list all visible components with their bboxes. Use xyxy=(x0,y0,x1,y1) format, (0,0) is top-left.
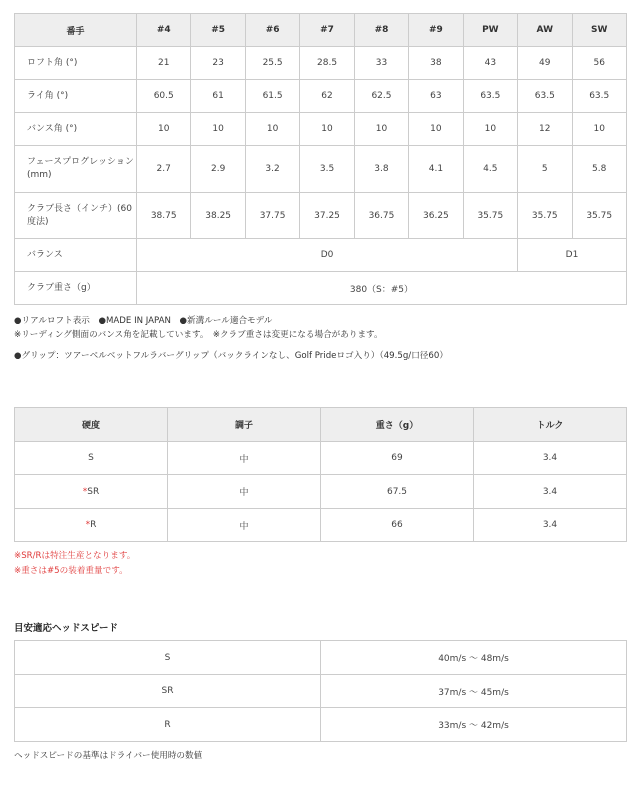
value-cell: 10 xyxy=(409,113,463,146)
value-cell: 56 xyxy=(572,47,626,80)
value-cell: 4.1 xyxy=(409,146,463,193)
value-cell: 36.25 xyxy=(409,193,463,239)
header-cell: トルク xyxy=(474,408,627,442)
value-cell: 37.75 xyxy=(245,193,299,239)
header-cell: #7 xyxy=(300,14,354,47)
weight-cell: 69 xyxy=(321,442,474,475)
balance-d1-cell: D1 xyxy=(518,239,627,272)
table-row xyxy=(15,509,627,542)
table-row xyxy=(15,146,627,193)
flex-cell: R xyxy=(15,708,321,742)
value-cell: 63.5 xyxy=(463,80,517,113)
special-order-mark: * xyxy=(82,486,88,497)
spec-table xyxy=(14,13,627,305)
value-cell: 10 xyxy=(354,113,408,146)
club-weight-cell: 380（S：#5） xyxy=(137,272,627,305)
header-cell: 重さ（g） xyxy=(321,408,474,442)
table-row xyxy=(15,113,627,146)
value-cell: 21 xyxy=(137,47,191,80)
table-row xyxy=(15,475,627,509)
row-label: ロフト角 (°) xyxy=(15,47,137,80)
header-cell: 硬度 xyxy=(15,408,168,442)
table-row xyxy=(15,442,627,475)
balance-row xyxy=(15,239,627,272)
spec-note-grip: ●グリップ：ツアーベルベットフルラバーグリップ（バックラインなし、Golf Prideロゴ入り）（49.5g/口径60） xyxy=(14,351,448,361)
row-label: フェースプログレッション (mm) xyxy=(15,146,137,193)
balance-d0-cell: D0 xyxy=(137,239,518,272)
torque-cell: 3.4 xyxy=(474,442,627,475)
flex-cell: S xyxy=(15,641,321,675)
head-speed-table xyxy=(14,640,627,742)
shaft-note-weight: ※重さは#5の装着重量です。 xyxy=(14,566,128,576)
table-row xyxy=(15,708,627,742)
value-cell: 61 xyxy=(191,80,245,113)
flex-cell xyxy=(15,442,168,475)
value-cell: 10 xyxy=(245,113,299,146)
speed-range-cell: 37m/s ～ 45m/s xyxy=(321,675,627,708)
value-cell: 35.75 xyxy=(572,193,626,239)
value-cell: 3.5 xyxy=(300,146,354,193)
value-cell: 62 xyxy=(300,80,354,113)
header-cell: SW xyxy=(572,14,626,47)
spec-header-row xyxy=(15,14,627,47)
flex-cell: SR xyxy=(15,675,321,708)
flex-label: S xyxy=(88,453,94,463)
header-cell: #5 xyxy=(191,14,245,47)
value-cell: 33 xyxy=(354,47,408,80)
shaft-note-special-order: ※SR/Rは特注生産となります。 xyxy=(14,551,136,561)
value-cell: 61.5 xyxy=(245,80,299,113)
value-cell: 60.5 xyxy=(137,80,191,113)
spec-note-features: ●リアルロフト表示 ●MADE IN JAPAN ●新溝ルール適合モデル xyxy=(14,316,273,326)
weight-cell: 67.5 xyxy=(321,475,474,509)
table-row xyxy=(15,641,627,675)
value-cell: 36.75 xyxy=(354,193,408,239)
header-cell: 番手 xyxy=(15,14,137,47)
value-cell: 10 xyxy=(463,113,517,146)
value-cell: 2.9 xyxy=(191,146,245,193)
flex-cell xyxy=(15,475,168,509)
weight-row xyxy=(15,272,627,305)
value-cell: 5.8 xyxy=(572,146,626,193)
spec-note-bounce: ※リーディング側面のバンス角を記載しています。 ※クラブ重さは変更になる場合があります。 xyxy=(14,330,383,340)
row-label: バンス角 (°) xyxy=(15,113,137,146)
value-cell: 12 xyxy=(518,113,572,146)
special-order-mark: * xyxy=(85,520,91,530)
speed-range-cell: 40m/s ～ 48m/s xyxy=(321,641,627,675)
value-cell: 49 xyxy=(518,47,572,80)
header-cell: #6 xyxy=(245,14,299,47)
value-cell: 10 xyxy=(300,113,354,146)
value-cell: 63.5 xyxy=(572,80,626,113)
speed-range-cell: 33m/s ～ 42m/s xyxy=(321,708,627,742)
row-label: クラブ長さ（インチ）(60度法) xyxy=(15,193,137,239)
head-speed-footnote: ヘッドスピードの基準はドライバー使用時の数値 xyxy=(14,751,203,761)
header-cell: #4 xyxy=(137,14,191,47)
kick-point-cell: 中 xyxy=(168,475,321,509)
shaft-header-row xyxy=(15,408,627,442)
table-row xyxy=(15,193,627,239)
value-cell: 2.7 xyxy=(137,146,191,193)
table-row xyxy=(15,675,627,708)
value-cell: 38.25 xyxy=(191,193,245,239)
shaft-table xyxy=(14,407,627,542)
value-cell: 4.5 xyxy=(463,146,517,193)
value-cell: 28.5 xyxy=(300,47,354,80)
value-cell: 5 xyxy=(518,146,572,193)
flex-label: R xyxy=(90,520,97,530)
value-cell: 35.75 xyxy=(518,193,572,239)
value-cell: 63.5 xyxy=(518,80,572,113)
value-cell: 43 xyxy=(463,47,517,80)
value-cell: 10 xyxy=(572,113,626,146)
torque-cell: 3.4 xyxy=(474,509,627,542)
table-row xyxy=(15,80,627,113)
header-cell: #9 xyxy=(409,14,463,47)
value-cell: 38.75 xyxy=(137,193,191,239)
head-speed-title: 目安適応ヘッドスピード xyxy=(14,623,119,634)
value-cell: 3.2 xyxy=(245,146,299,193)
kick-point-cell: 中 xyxy=(168,442,321,475)
header-cell: PW xyxy=(463,14,517,47)
value-cell: 3.8 xyxy=(354,146,408,193)
value-cell: 23 xyxy=(191,47,245,80)
flex-cell xyxy=(15,509,168,542)
value-cell: 25.5 xyxy=(245,47,299,80)
kick-point-cell: 中 xyxy=(168,509,321,542)
value-cell: 35.75 xyxy=(463,193,517,239)
row-label: ライ角 (°) xyxy=(15,80,137,113)
header-cell: 調子 xyxy=(168,408,321,442)
value-cell: 10 xyxy=(191,113,245,146)
flex-label: SR xyxy=(87,486,100,497)
value-cell: 63 xyxy=(409,80,463,113)
value-cell: 37.25 xyxy=(300,193,354,239)
row-label: バランス xyxy=(15,239,137,272)
header-cell: #8 xyxy=(354,14,408,47)
torque-cell: 3.4 xyxy=(474,475,627,509)
table-row xyxy=(15,47,627,80)
value-cell: 38 xyxy=(409,47,463,80)
weight-cell: 66 xyxy=(321,509,474,542)
row-label: クラブ重さ（g） xyxy=(15,272,137,305)
header-cell: AW xyxy=(518,14,572,47)
value-cell: 62.5 xyxy=(354,80,408,113)
value-cell: 10 xyxy=(137,113,191,146)
